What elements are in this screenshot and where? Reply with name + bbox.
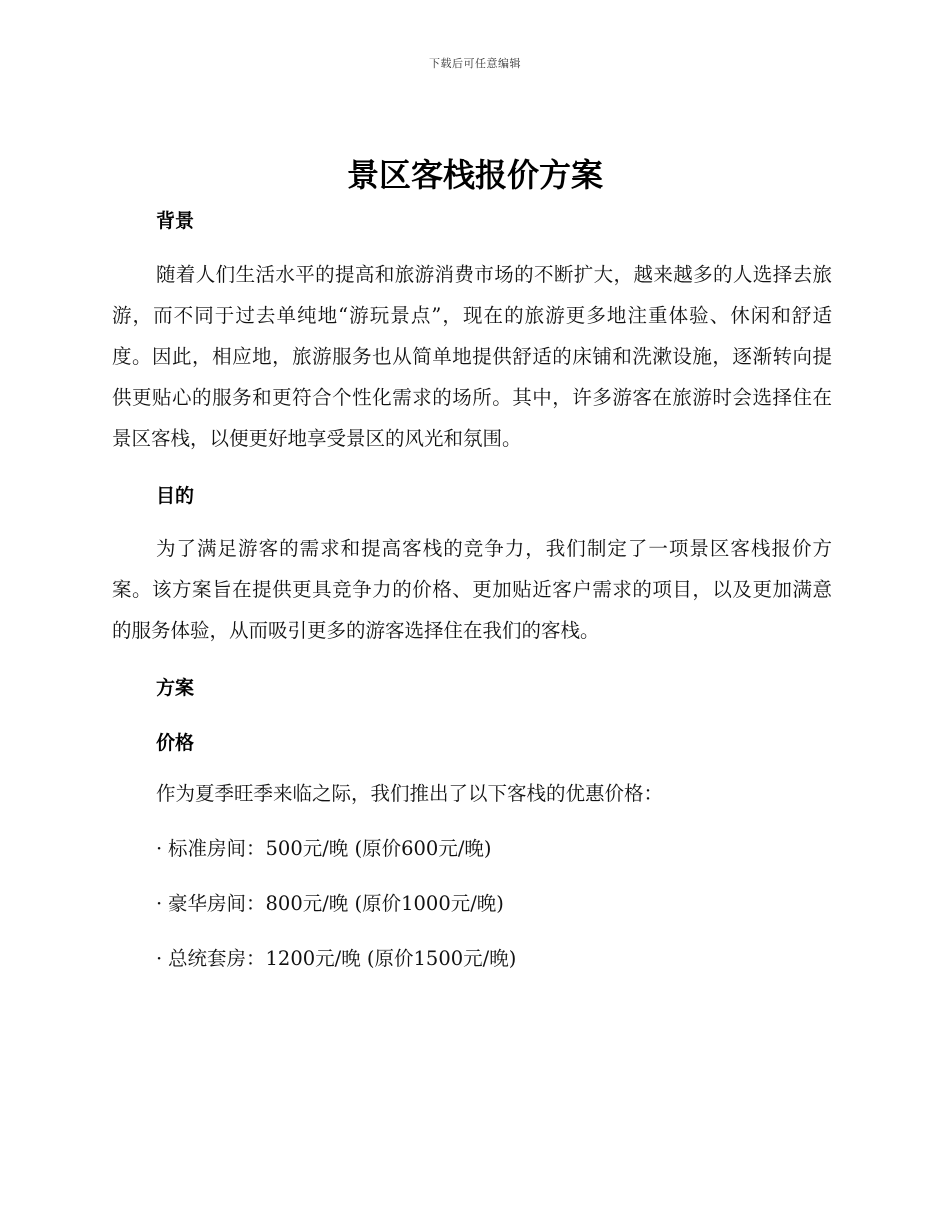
section-heading-price: 价格 xyxy=(156,732,195,754)
price-intro: 作为夏季旺季来临之际，我们推出了以下客栈的优惠价格： xyxy=(156,782,664,805)
list-item-text: 标准房间：500元/晚 (原价600元/晚) xyxy=(168,837,492,860)
document-body xyxy=(112,198,832,986)
document-title: 景区客栈报价方案 xyxy=(346,156,603,194)
list-item xyxy=(112,931,832,986)
purpose-paragraph: 为了满足游客的需求和提高客栈的竞争力，我们制定了一项景区客栈报价方案。该方案旨在提供更具竞争力的价格、更加贴近客户需求的项目，以及更加满意的服务体验，从而吸引更多的游客选择住在我们的客栈。 xyxy=(112,537,832,642)
background-paragraph: 随着人们生活水平的提高和旅游消费市场的不断扩大，越来越多的人选择去旅游，而不同于过去单纯地“游玩景点”，现在的旅游更多地注重体验、休闲和舒适度。因此，相应地，旅游服务也从简单地提供舒适的床铺和洗漱设施，逐渐转向提供更贴心的服务和更符合个性化需求的场所。其中，许多游客在旅游时会选择住在景区客栈，以便更好地享受景区的风光和氛围。 xyxy=(112,263,832,450)
list-item xyxy=(112,821,832,876)
bullet-icon: · xyxy=(156,837,163,860)
section-heading-background: 背景 xyxy=(156,210,195,232)
bullet-icon: · xyxy=(156,947,163,970)
section-heading-plan: 方案 xyxy=(156,677,195,699)
header-note: 下载后可任意编辑 xyxy=(429,57,521,70)
list-item xyxy=(112,876,832,931)
bullet-icon: · xyxy=(156,892,163,915)
list-item-text: 豪华房间：800元/晚 (原价1000元/晚) xyxy=(168,892,504,915)
section-heading-purpose: 目的 xyxy=(156,485,195,507)
list-item-text: 总统套房：1200元/晚 (原价1500元/晚) xyxy=(168,947,517,970)
